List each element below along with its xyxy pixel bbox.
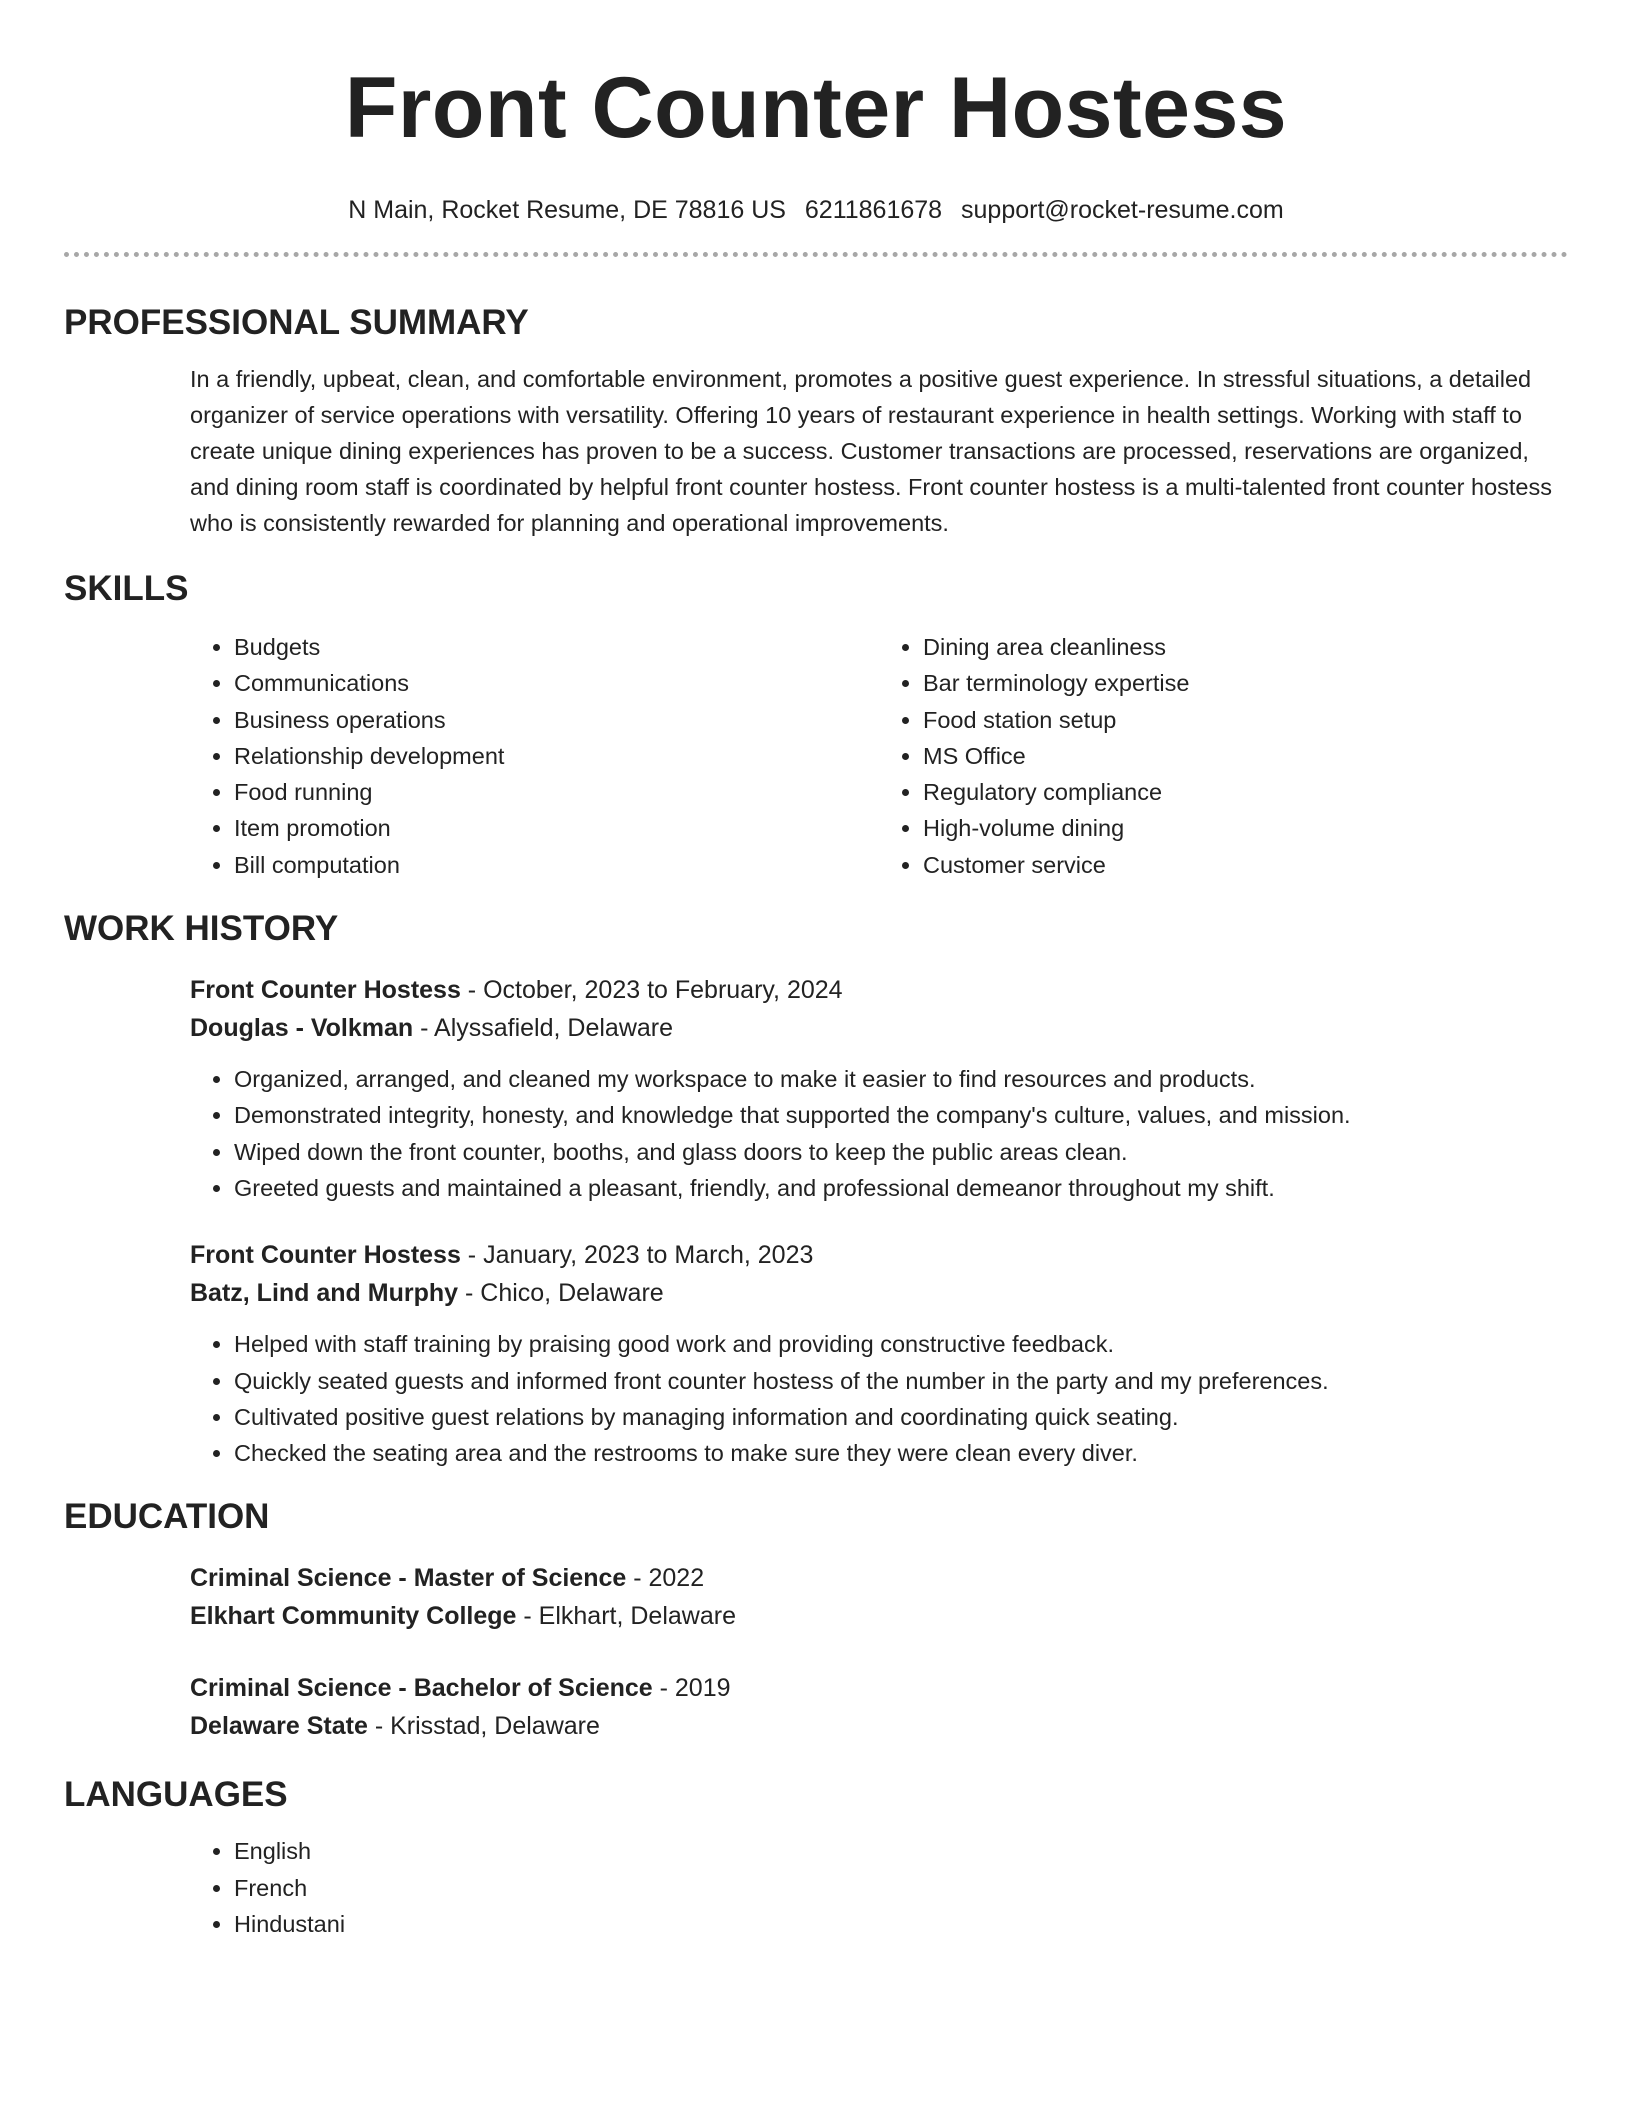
contact-email: support@rocket-resume.com bbox=[961, 196, 1284, 224]
skill-item: • MS Office bbox=[923, 738, 1568, 774]
education-location: - Krisstad, Delaware bbox=[367, 1712, 600, 1741]
education-school-line bbox=[190, 1707, 1568, 1745]
work-heading: WORK HISTORY bbox=[64, 909, 339, 949]
job-bullet: • Quickly seated guests and informed front counter hostess of the number in the party and my preferences. bbox=[234, 1363, 1568, 1399]
education-school: Elkhart Community College bbox=[190, 1602, 517, 1631]
job-bullets bbox=[190, 1326, 1568, 1471]
job-title-line bbox=[190, 971, 1568, 1009]
summary-text: In a friendly, upbeat, clean, and comfortable environment, promotes a positive guest experience. In stressful situations, a detailed organizer of service operations with versatility. Offering 10 years of restaurant experience in health settings. Working with staff to create unique dining experiences has proven to be a success. Customer transactions are processed, reservations are organized, and dining room staff is coordinated by helpful front counter hostess. Front counter hostess is a multi-talented front counter hostess who is consistently rewarded for planning and operational improvements. bbox=[190, 366, 1553, 536]
skill-item: • Communications bbox=[234, 665, 879, 701]
job-bullet: • Helped with staff training by praising good work and providing constructive feedback. bbox=[234, 1326, 1568, 1362]
job-location: - Chico, Delaware bbox=[458, 1279, 664, 1308]
education-degree: Criminal Science - Bachelor of Science bbox=[190, 1674, 653, 1703]
skill-item: • Bar terminology expertise bbox=[923, 665, 1568, 701]
job-company: Batz, Lind and Murphy bbox=[190, 1279, 459, 1308]
job-dates: - January, 2023 to March, 2023 bbox=[460, 1241, 814, 1270]
job-company-line bbox=[190, 1009, 1568, 1047]
job-company: Douglas - Volkman bbox=[190, 1014, 414, 1043]
resume-name: Front Counter Hostess bbox=[344, 60, 1288, 156]
languages-heading: LANGUAGES bbox=[64, 1775, 288, 1815]
education-year: - 2022 bbox=[626, 1564, 705, 1593]
education-year: - 2019 bbox=[652, 1674, 731, 1703]
job-bullets bbox=[190, 1061, 1568, 1206]
contact-line bbox=[64, 194, 1568, 226]
education-entry bbox=[190, 1559, 1568, 1635]
skill-item: • Food station setup bbox=[923, 702, 1568, 738]
skills-list-left bbox=[190, 629, 879, 883]
skill-item: • Budgets bbox=[234, 629, 879, 665]
skill-item: • Bill computation bbox=[234, 847, 879, 883]
job-location: - Alyssafield, Delaware bbox=[413, 1014, 674, 1043]
education-degree-line bbox=[190, 1559, 1568, 1597]
education-school: Delaware State bbox=[190, 1712, 368, 1741]
education-location: - Elkhart, Delaware bbox=[516, 1602, 736, 1631]
skill-item: • High-volume dining bbox=[923, 810, 1568, 846]
job-entry bbox=[190, 971, 1568, 1206]
skills-heading: SKILLS bbox=[64, 569, 189, 608]
job-bullet: • Organized, arranged, and cleaned my workspace to make it easier to find resources and products. bbox=[234, 1061, 1568, 1097]
skill-item: • Dining area cleanliness bbox=[923, 629, 1568, 665]
job-dates: - October, 2023 to February, 2024 bbox=[460, 976, 843, 1005]
job-bullet: • Demonstrated integrity, honesty, and knowledge that supported the company's culture, values, and mission. bbox=[234, 1097, 1568, 1133]
education-degree: Criminal Science - Master of Science bbox=[190, 1564, 627, 1593]
skill-item: • Regulatory compliance bbox=[923, 774, 1568, 810]
job-entry bbox=[190, 1236, 1568, 1471]
language-item: • English bbox=[234, 1833, 1568, 1869]
summary-heading: PROFESSIONAL SUMMARY bbox=[64, 303, 529, 342]
skill-item: • Relationship development bbox=[234, 738, 879, 774]
education-entry bbox=[190, 1669, 1568, 1745]
education-school-line bbox=[190, 1597, 1568, 1635]
job-bullet: • Cultivated positive guest relations by managing information and coordinating quick seating. bbox=[234, 1399, 1568, 1435]
education-degree-line bbox=[190, 1669, 1568, 1707]
language-item: • Hindustani bbox=[234, 1906, 1568, 1942]
job-role: Front Counter Hostess bbox=[190, 976, 461, 1005]
job-bullet: • Checked the seating area and the restrooms to make sure they were clean every diver. bbox=[234, 1435, 1568, 1471]
skill-item: • Business operations bbox=[234, 702, 879, 738]
job-title-line bbox=[190, 1236, 1568, 1274]
job-role: Front Counter Hostess bbox=[190, 1241, 461, 1270]
job-bullet: • Greeted guests and maintained a pleasant, friendly, and professional demeanor throughout my shift. bbox=[234, 1170, 1568, 1206]
languages-block bbox=[190, 1833, 1568, 1942]
header-divider bbox=[64, 252, 1568, 257]
contact-phone: 6211861678 bbox=[804, 196, 943, 224]
contact-address: N Main, Rocket Resume, DE 78816 US bbox=[348, 196, 786, 224]
skill-item: • Food running bbox=[234, 774, 879, 810]
languages-list bbox=[190, 1833, 1568, 1942]
skills-list-right bbox=[879, 629, 1568, 883]
job-bullet: • Wiped down the front counter, booths, and glass doors to keep the public areas clean. bbox=[234, 1134, 1568, 1170]
skill-item: • Item promotion bbox=[234, 810, 879, 846]
education-heading: EDUCATION bbox=[64, 1497, 270, 1537]
skills-columns bbox=[190, 629, 1568, 883]
skill-item: • Customer service bbox=[923, 847, 1568, 883]
job-company-line bbox=[190, 1274, 1568, 1312]
language-item: • French bbox=[234, 1870, 1568, 1906]
